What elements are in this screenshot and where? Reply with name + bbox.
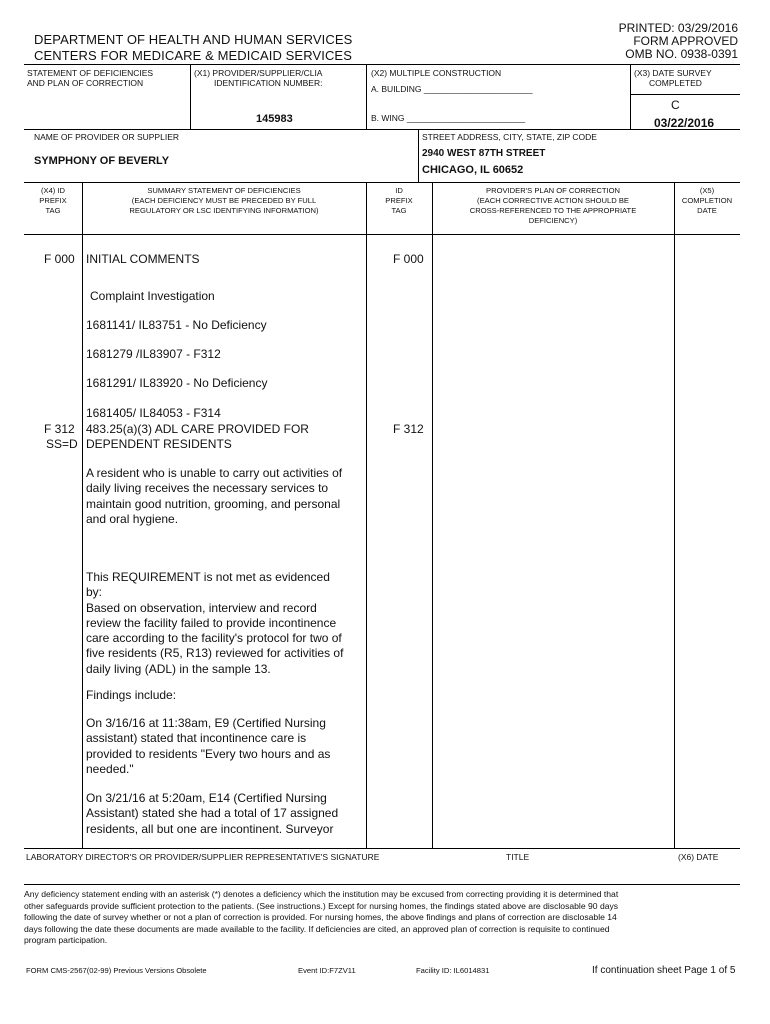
rule (432, 182, 433, 848)
date-label: (X6) DATE (678, 852, 719, 862)
rule (82, 182, 83, 848)
signature-label: LABORATORY DIRECTOR'S OR PROVIDER/SUPPLIER REPRESENTATIVE'S SIGNATURE (26, 852, 380, 862)
event-id: Event ID:F7ZV11 (298, 966, 356, 975)
title-label: TITLE (506, 852, 530, 862)
tag-f000: F 000 (44, 252, 75, 266)
finding-paragraph: On 3/16/16 at 11:38am, E9 (Certified Nursing assistant) stated that incontinence care is provided to residents "Every two hours and as needed." (86, 716, 331, 776)
building-label: A. BUILDING _______________________ (371, 84, 533, 94)
x4-label: (X4) ID (40, 186, 66, 195)
form-number: FORM CMS-2567(02-99) Previous Versions Obsolete (26, 966, 207, 975)
survey-code: C (671, 98, 680, 112)
f312-title-2: DEPENDENT RESIDENTS (86, 437, 232, 451)
city-state-zip: CHICAGO, IL 60652 (422, 164, 524, 176)
x4-label-3: TAG (45, 206, 61, 215)
plan-label: PROVIDER'S PLAN OF CORRECTION (486, 186, 620, 195)
f312-title: 483.25(a)(3) ADL CARE PROVIDED FOR (86, 422, 309, 436)
id-label: ID (395, 186, 403, 195)
id-label-2: PREFIX (385, 196, 413, 205)
tag-f000-right: F 000 (393, 252, 424, 266)
initial-comments: INITIAL COMMENTS (86, 252, 200, 266)
rule (24, 884, 740, 885)
form-approved: FORM APPROVED (633, 34, 738, 48)
x3-label-2: COMPLETED (649, 78, 702, 88)
complaint-item: 1681405/ IL84053 - F314 (86, 406, 221, 420)
rule (366, 64, 367, 129)
omb-number: OMB NO. 0938-0391 (625, 47, 738, 61)
findings-heading: Findings include: (86, 688, 177, 702)
summary-label-2: (EACH DEFICIENCY MUST BE PRECEDED BY FULL (131, 196, 317, 205)
rule (630, 64, 631, 129)
street-address: 2940 WEST 87TH STREET (422, 148, 546, 159)
rule (24, 234, 740, 235)
provider-id: 145983 (256, 113, 293, 125)
statement-label: STATEMENT OF DEFICIENCIES (27, 68, 154, 78)
disclaimer: Any deficiency statement ending with an asterisk (*) denotes a deficiency which the institution may be excused from correcting providing it is determined that other safeguards provide sufficient protection to the patients. (See instructions.) Except for nursing homes, the findings stated above are disclosable 90 days following the date of survey whether or not a plan of correction is provided. For nursing homes, the above findings and plans of correction are disclosable 14 days following the date these documents are made available to the facility. If deficiencies are cited, an approved plan of correction is requisite to continued program participation. (24, 889, 619, 946)
page-indicator: If continuation sheet Page 1 of 5 (592, 965, 736, 976)
x1-label-2: IDENTIFICATION NUMBER: (214, 78, 323, 88)
x5-label-3: DATE (697, 206, 717, 215)
x3-label: (X3) DATE SURVEY (634, 68, 712, 78)
provider-name: SYMPHONY OF BEVERLY (34, 155, 170, 167)
summary-label-3: REGULATORY OR LSC IDENTIFYING INFORMATION) (129, 206, 319, 215)
address-label: STREET ADDRESS, CITY, STATE, ZIP CODE (422, 132, 597, 142)
rule (366, 182, 367, 848)
plan-label-2: (EACH CORRECTIVE ACTION SHOULD BE (477, 196, 629, 205)
wing-label: B. WING _________________________ (371, 113, 526, 123)
x2-label: (X2) MULTIPLE CONSTRUCTION (371, 68, 502, 78)
rule (24, 182, 740, 183)
complaint-heading: Complaint Investigation (90, 289, 215, 303)
regulation-text: A resident who is unable to carry out activities of daily living receives the necessary services to maintain good nutrition, grooming, and personal and oral hygiene. (86, 466, 343, 526)
agency-name: DEPARTMENT OF HEALTH AND HUMAN SERVICES (34, 32, 353, 47)
complaint-item: 1681141/ IL83751 - No Deficiency (86, 318, 267, 332)
complaint-item: 1681279 /IL83907 - F312 (86, 347, 221, 361)
severity-tag: SS=D (46, 437, 78, 451)
x4-label-2: PREFIX (39, 196, 67, 205)
rule (24, 129, 740, 130)
summary-label: SUMMARY STATEMENT OF DEFICIENCIES (147, 186, 301, 195)
finding-statement: This REQUIREMENT is not met as evidenced by: Based on observation, interview and record review the facility failed to provide incontinence care according to the facility's protocol for two of five residents (R5, R13) reviewed for activities of daily living (ADL) in the sample 13. (86, 570, 344, 676)
plan-label-3: CROSS-REFERENCED TO THE APPROPRIATE (469, 206, 637, 215)
finding-paragraph: On 3/21/16 at 5:20am, E14 (Certified Nursing Assistant) stated she had a total of 17 assigned residents, all but one are incontinent. Surveyor (86, 791, 339, 836)
rule (24, 64, 740, 65)
x1-label: (X1) PROVIDER/SUPPLIER/CLIA (194, 68, 323, 78)
facility-id: Facility ID: IL6014831 (416, 966, 490, 975)
tag-f312: F 312 (44, 422, 75, 436)
rule (630, 94, 740, 95)
printed-date: PRINTED: 03/29/2016 (618, 21, 738, 35)
x5-label-2: COMPLETION (681, 196, 733, 205)
plan-label-4: DEFICIENCY) (528, 216, 578, 225)
rule (418, 129, 419, 182)
tag-f312-right: F 312 (393, 422, 424, 436)
id-label-3: TAG (391, 206, 407, 215)
provider-name-label: NAME OF PROVIDER OR SUPPLIER (34, 132, 179, 142)
x5-label: (X5) (699, 186, 715, 195)
complaint-item: 1681291/ IL83920 - No Deficiency (86, 376, 268, 390)
survey-date: 03/22/2016 (654, 116, 715, 130)
rule (674, 182, 675, 848)
rule (190, 64, 191, 129)
agency-subname: CENTERS FOR MEDICARE & MEDICAID SERVICES (34, 48, 352, 63)
statement-label-2: AND PLAN OF CORRECTION (27, 78, 144, 88)
rule (24, 848, 740, 849)
